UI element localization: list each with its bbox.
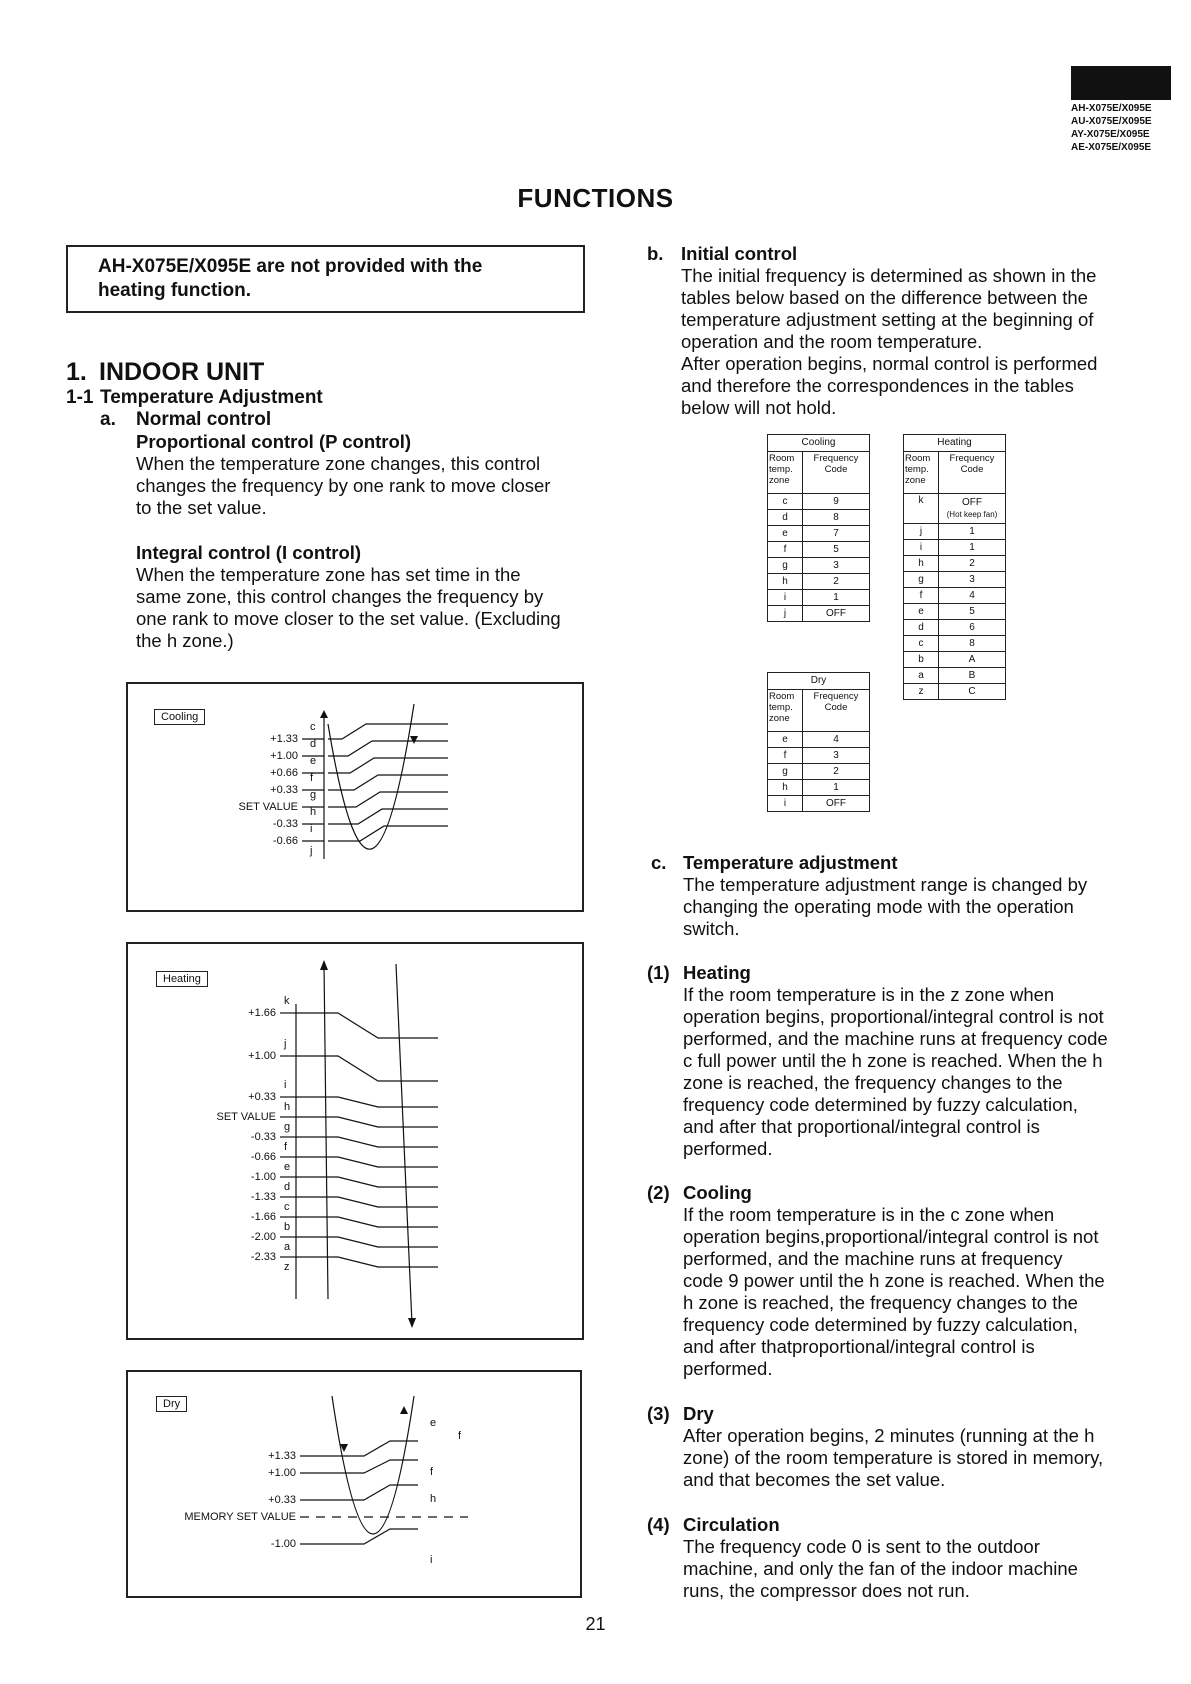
text-line: runs, the compressor does not run. <box>683 1580 970 1601</box>
text-line: When the temperature zone changes, this control <box>136 453 541 474</box>
step-line <box>328 792 448 807</box>
text-line: frequency code determined by fuzzy calculation, <box>683 1314 1078 1335</box>
rising-line <box>324 964 328 1299</box>
text-line: one rank to move closer to the set value. (Excluding <box>136 608 561 629</box>
item-c-text <box>683 874 1163 940</box>
table-cell: 1 <box>803 780 870 796</box>
model-list <box>1071 102 1171 154</box>
text-line: and that becomes the set value. <box>683 1469 946 1490</box>
table-header: Room temp. zone <box>904 452 939 494</box>
table-cell: 7 <box>803 526 870 542</box>
table-cell: 6 <box>939 620 1006 636</box>
table-cell: f <box>904 588 939 604</box>
zone-label: j <box>284 1038 287 1050</box>
level-label: -1.66 <box>250 1211 276 1223</box>
table-cell: j <box>904 524 939 540</box>
level-label: +1.66 <box>248 1007 276 1019</box>
zone-label: z <box>284 1261 290 1273</box>
table-title: Dry <box>768 673 870 690</box>
table-cell: B <box>939 668 1006 684</box>
i-control-text <box>136 564 596 652</box>
cooling-section-title: Cooling <box>683 1182 752 1203</box>
text-line: If the room temperature is in the z zone when <box>683 984 1055 1005</box>
table-cell: e <box>768 526 803 542</box>
cooling-tag: Cooling <box>154 709 205 725</box>
level-label: +1.33 <box>270 733 298 745</box>
temperature-curve <box>328 704 414 849</box>
arrow-head <box>408 1318 416 1328</box>
step-line <box>300 1529 418 1544</box>
step-line <box>296 1197 438 1207</box>
step-line <box>296 1097 438 1107</box>
text-line: same zone, this control changes the frequency by <box>136 586 544 607</box>
zone-label: d <box>284 1181 291 1193</box>
table-cell: 1 <box>939 540 1006 556</box>
table-header: Room temp. zone <box>768 690 803 732</box>
step-line <box>296 1177 438 1187</box>
item-a-title: Normal control <box>136 409 272 430</box>
level-label: -0.33 <box>250 1131 276 1143</box>
model-line: AU-X075E/X095E <box>1071 116 1152 127</box>
cooling-section-label: (2) <box>647 1182 670 1203</box>
level-label: +0.66 <box>270 767 298 779</box>
step-line <box>328 758 448 773</box>
zone-label: g <box>284 1121 291 1133</box>
zone-label: i <box>310 823 313 835</box>
table-cell: C <box>939 684 1006 700</box>
zone-label: e <box>430 1417 437 1429</box>
step-line <box>296 1157 438 1167</box>
subsection-number: 1-1 <box>66 387 94 408</box>
item-b-title: Initial control <box>681 243 798 264</box>
p-control-text <box>136 453 596 519</box>
zone-label: a <box>284 1241 291 1253</box>
section-number: 1. <box>66 358 87 386</box>
table-cell: 9 <box>803 494 870 510</box>
item-b-label: b. <box>647 243 664 264</box>
table-cell: z <box>904 684 939 700</box>
step-line <box>296 1013 438 1038</box>
table-cell: e <box>768 732 803 748</box>
table-cell: 5 <box>803 542 870 558</box>
heating-section-text <box>683 984 1163 1160</box>
step-line <box>296 1257 438 1267</box>
dry-section-label: (3) <box>647 1403 670 1424</box>
zone-label: k <box>284 995 290 1007</box>
cooling-diagram <box>126 682 584 912</box>
item-c-title: Temperature adjustment <box>683 852 898 873</box>
text-line: performed. <box>683 1358 773 1379</box>
dry-chart <box>128 1372 584 1600</box>
text-line: After operation begins, 2 minutes (running at the h <box>683 1425 1095 1446</box>
level-label: SET VALUE <box>238 801 298 813</box>
table-cell: b <box>904 652 939 668</box>
falling-line <box>396 964 412 1324</box>
table-cell: OFF <box>803 606 870 622</box>
text-line: to the set value. <box>136 497 267 518</box>
level-label: -0.66 <box>250 1151 276 1163</box>
zone-label: c <box>284 1201 290 1213</box>
table-cell: h <box>904 556 939 572</box>
text-line: The initial frequency is determined as shown in the <box>681 265 1097 286</box>
level-label: -0.33 <box>272 818 298 830</box>
zone-label: h <box>430 1493 437 1505</box>
text-line: operation begins,proportional/integral control is not <box>683 1226 1099 1247</box>
i-control-title: Integral control (I control) <box>136 542 362 563</box>
level-label: MEMORY SET VALUE <box>184 1511 296 1523</box>
text-line: The frequency code 0 is sent to the outdoor <box>683 1536 1040 1557</box>
table-cell: g <box>904 572 939 588</box>
level-label: +1.33 <box>268 1450 296 1462</box>
zone-label: d <box>310 738 317 750</box>
level-label: +0.33 <box>270 784 298 796</box>
table-cell: f <box>768 748 803 764</box>
circulation-section-title: Circulation <box>683 1514 780 1535</box>
step-line <box>300 1441 418 1456</box>
level-label: SET VALUE <box>216 1111 276 1123</box>
item-b-text <box>681 265 1161 419</box>
circulation-section-text <box>683 1536 1163 1602</box>
page-number: 21 <box>585 1614 606 1634</box>
text-line: performed. <box>683 1138 773 1159</box>
table-cell: 1 <box>803 590 870 606</box>
table-header: Frequency Code <box>939 452 1006 494</box>
step-line <box>296 1056 438 1081</box>
table-cell: d <box>768 510 803 526</box>
text-line: performed, and the machine runs at frequency <box>683 1248 1063 1269</box>
text-line: and after that proportional/integral control is <box>683 1116 1040 1137</box>
text-line: When the temperature zone has set time in the <box>136 564 521 585</box>
table-cell: OFF <box>803 796 870 812</box>
level-label: -1.33 <box>250 1191 276 1203</box>
model-line: AH-X075E/X095E <box>1071 103 1152 114</box>
text-line: operation begins, proportional/integral control is not <box>683 1006 1104 1027</box>
heating-table <box>903 434 1006 700</box>
model-line: AY-X075E/X095E <box>1071 129 1150 140</box>
table-cell: f <box>768 542 803 558</box>
table-cell: 5 <box>939 604 1006 620</box>
level-label: +0.33 <box>248 1091 276 1103</box>
heating-diagram <box>126 942 584 1340</box>
table-cell: i <box>768 590 803 606</box>
zone-label: f <box>310 772 314 784</box>
dry-table <box>767 672 870 812</box>
text-line: the h zone.) <box>136 630 234 651</box>
cooling-table <box>767 434 870 622</box>
step-line <box>328 826 448 841</box>
page-title: FUNCTIONS <box>517 183 674 213</box>
heating-tag: Heating <box>156 971 208 987</box>
table-cell: 4 <box>803 732 870 748</box>
table-cell: k <box>904 494 939 524</box>
step-line <box>296 1237 438 1247</box>
table-cell: 8 <box>803 510 870 526</box>
arrow-head <box>410 736 418 744</box>
table-cell-main: OFF <box>962 496 982 508</box>
dry-section-title: Dry <box>683 1403 714 1424</box>
header-corner-block <box>1071 66 1171 100</box>
table-cell: a <box>904 668 939 684</box>
table-cell <box>939 494 1006 524</box>
dry-tag: Dry <box>156 1396 187 1412</box>
arrow-head <box>400 1406 408 1414</box>
table-cell: e <box>904 604 939 620</box>
heating-section-label: (1) <box>647 962 670 983</box>
zone-label: g <box>310 789 317 801</box>
text-line: h zone is reached, the frequency changes to the <box>683 1292 1078 1313</box>
text-line: changes the frequency by one rank to move closer <box>136 475 551 496</box>
zone-label: h <box>310 806 317 818</box>
arrow-head <box>320 710 328 718</box>
cooling-section-text <box>683 1204 1163 1380</box>
circulation-section-label: (4) <box>647 1514 670 1535</box>
text-line: machine, and only the fan of the indoor machine <box>683 1558 1078 1579</box>
p-control-title: Proportional control (P control) <box>136 431 412 452</box>
model-line: AE-X075E/X095E <box>1071 142 1152 153</box>
level-label: -1.00 <box>270 1538 296 1550</box>
heating-section-title: Heating <box>683 962 751 983</box>
zone-label: e <box>310 755 317 767</box>
zone-label: j <box>310 845 313 857</box>
text-line: operation and the room temperature. <box>681 331 983 352</box>
zone-label: f <box>458 1430 462 1442</box>
notice-line: AH-X075E/X095E are not provided with the <box>98 256 483 277</box>
table-title: Heating <box>904 435 1006 452</box>
step-line <box>296 1137 438 1147</box>
text-line: The temperature adjustment range is changed by <box>683 874 1088 895</box>
level-label: -2.00 <box>250 1231 276 1243</box>
step-line <box>300 1485 418 1500</box>
table-cell: h <box>768 574 803 590</box>
notice-box <box>66 245 585 313</box>
table-cell: 3 <box>803 748 870 764</box>
level-label: -0.66 <box>272 835 298 847</box>
table-cell: i <box>904 540 939 556</box>
text-line: performed, and the machine runs at frequency code <box>683 1028 1108 1049</box>
arrow-head <box>320 960 328 970</box>
table-cell: h <box>768 780 803 796</box>
text-line: If the room temperature is in the c zone when <box>683 1204 1055 1225</box>
zone-label: c <box>310 721 316 733</box>
zone-label: i <box>430 1554 433 1566</box>
zone-label: b <box>284 1221 291 1233</box>
notice-line: heating function. <box>98 280 252 301</box>
table-cell: g <box>768 764 803 780</box>
section-title: INDOOR UNIT <box>99 358 265 386</box>
table-header: Room temp. zone <box>768 452 803 494</box>
item-c-label: c. <box>651 852 667 873</box>
table-cell: 3 <box>803 558 870 574</box>
step-line <box>296 1217 438 1227</box>
table-cell: 4 <box>939 588 1006 604</box>
table-cell: 8 <box>939 636 1006 652</box>
step-line <box>328 775 448 790</box>
table-cell: d <box>904 620 939 636</box>
table-cell: c <box>904 636 939 652</box>
table-cell-note: (Hot keep fan) <box>946 509 998 519</box>
table-cell: 2 <box>803 764 870 780</box>
dry-section-text <box>683 1425 1163 1491</box>
level-label: -2.33 <box>250 1251 276 1263</box>
text-line: code 9 power until the h zone is reached. When the <box>683 1270 1105 1291</box>
zone-label: f <box>284 1141 288 1153</box>
text-line: zone) of the room temperature is stored in memory, <box>683 1447 1104 1468</box>
heating-chart <box>128 944 586 1342</box>
text-line: tables below based on the difference between the <box>681 287 1088 308</box>
level-label: +1.00 <box>270 750 298 762</box>
table-title: Cooling <box>768 435 870 452</box>
zone-label: h <box>284 1101 291 1113</box>
zone-label: e <box>284 1161 291 1173</box>
table-cell: 1 <box>939 524 1006 540</box>
step-line <box>328 741 448 756</box>
text-line: and after thatproportional/integral control is <box>683 1336 1035 1357</box>
text-line: changing the operating mode with the operation <box>683 896 1074 917</box>
text-line: zone is reached, the frequency changes to the <box>683 1072 1063 1093</box>
text-line: c full power until the h zone is reached. When the h <box>683 1050 1103 1071</box>
level-label: +1.00 <box>268 1467 296 1479</box>
zone-label: f <box>430 1466 434 1478</box>
table-cell: A <box>939 652 1006 668</box>
dry-diagram <box>126 1370 582 1598</box>
item-a-label: a. <box>100 409 116 430</box>
subsection-title: Temperature Adjustment <box>100 387 323 408</box>
table-cell: i <box>768 796 803 812</box>
text-line: below will not hold. <box>681 397 837 418</box>
zone-label: i <box>284 1079 287 1091</box>
text-line: frequency code determined by fuzzy calculation, <box>683 1094 1078 1115</box>
table-header: Frequency Code <box>803 690 870 732</box>
temperature-curve <box>332 1396 414 1534</box>
table-cell: 2 <box>803 574 870 590</box>
cooling-chart <box>128 684 586 914</box>
table-cell: g <box>768 558 803 574</box>
level-label: +0.33 <box>268 1494 296 1506</box>
text-line: switch. <box>683 918 740 939</box>
table-cell: c <box>768 494 803 510</box>
text-line: After operation begins, normal control is performed <box>681 353 1098 374</box>
level-label: +1.00 <box>248 1050 276 1062</box>
table-cell: j <box>768 606 803 622</box>
step-line <box>296 1117 438 1127</box>
table-header: Frequency Code <box>803 452 870 494</box>
level-label: -1.00 <box>250 1171 276 1183</box>
text-line: and therefore the correspondences in the tables <box>681 375 1074 396</box>
table-cell: 3 <box>939 572 1006 588</box>
table-cell: 2 <box>939 556 1006 572</box>
step-line <box>328 724 448 739</box>
text-line: temperature adjustment setting at the beginning of <box>681 309 1094 330</box>
